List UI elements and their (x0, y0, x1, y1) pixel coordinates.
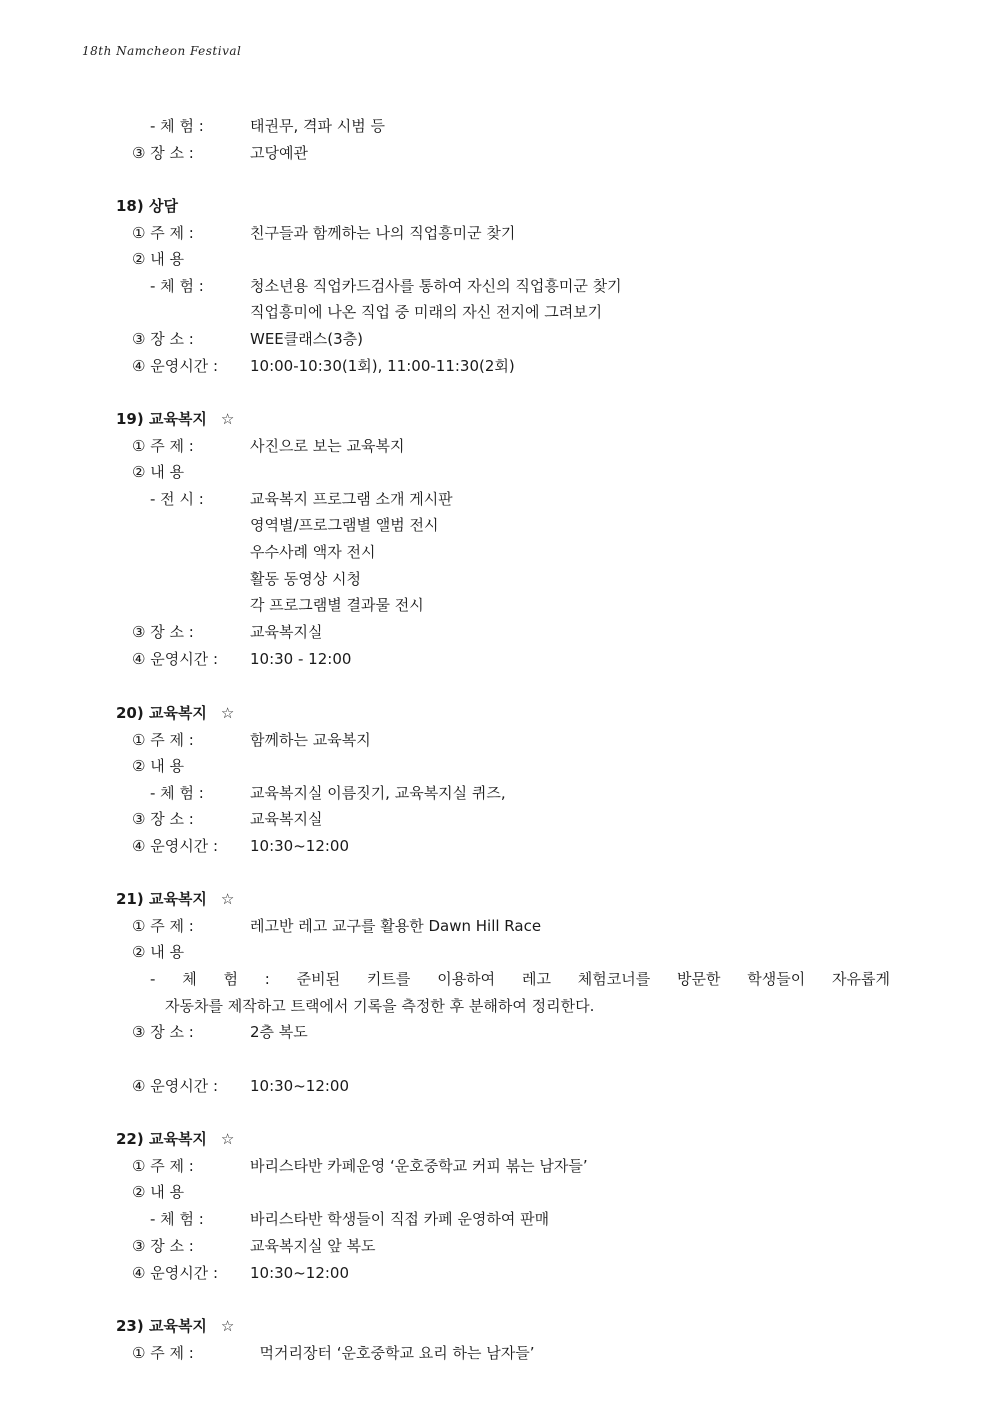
s22-line-3 (150, 1209, 549, 1229)
line-label: - 체 험 : (150, 277, 204, 295)
s18-line-6 (132, 356, 515, 376)
s22-line-1 (132, 1156, 588, 1176)
line-value: 고당예관 (250, 144, 308, 162)
s20-line-4 (132, 809, 322, 829)
line-label: ② 내 용 (132, 943, 184, 961)
line-label: ③ 장 소 : (132, 1023, 194, 1041)
line-label: - 체 험 : (150, 117, 204, 135)
line-label: ① 주 제 : (132, 224, 194, 242)
line-label: - 체 험 : (150, 784, 204, 802)
star-icon: ☆ (220, 410, 235, 428)
s21-experience-line-1: - 체 험 : 준비된 키트를 이용하여 레고 체험코너를 방문한 학생들이 자유롭게 (150, 970, 890, 988)
star-icon: ☆ (220, 1130, 235, 1148)
section-21-title (116, 889, 234, 909)
line-value: 10:30~12:00 (250, 1077, 350, 1095)
line-value: 10:00-10:30(1회), 11:00-11:30(2회) (250, 357, 515, 375)
top-line-1 (150, 116, 385, 136)
section-20-title (116, 703, 234, 723)
line-label: ② 내 용 (132, 757, 184, 775)
line-label: ③ 장 소 : (132, 810, 194, 828)
line-label: ② 내 용 (132, 463, 184, 481)
s22-line-4 (132, 1236, 375, 1256)
line-value: WEE클래스(3층) (250, 330, 363, 348)
s19-line-8 (132, 622, 322, 642)
s19-line-5 (250, 542, 375, 562)
s20-line-3 (150, 783, 506, 803)
star-icon: ☆ (220, 704, 235, 722)
line-label: - 전 시 : (150, 490, 204, 508)
section-title-text: 23) 교육복지 (116, 1317, 207, 1335)
line-value: 직업흥미에 나온 직업 중 미래의 자신 전지에 그려보기 (250, 303, 603, 321)
line-label: - 체 험 : (150, 1210, 204, 1228)
line-label: ③ 장 소 : (132, 1237, 194, 1255)
section-18-title: 18) 상담 (116, 197, 178, 215)
line-label: ③ 장 소 : (132, 144, 194, 162)
line-value: 교육복지실 앞 복도 (250, 1237, 376, 1255)
line-label: ④ 운영시간 : (132, 650, 218, 668)
line-label: ① 주 제 : (132, 437, 194, 455)
s21-content (132, 942, 250, 962)
line-label: ① 주 제 : (132, 917, 194, 935)
s20-line-1 (132, 730, 371, 750)
s23-line-1 (132, 1343, 534, 1363)
line-value: 먹거리장터 ‘운호중학교 요리 하는 남자들’ (250, 1344, 535, 1362)
line-value: 바리스타반 학생들이 직접 카페 운영하여 판매 (250, 1210, 550, 1228)
line-value: 활동 동영상 시청 (250, 570, 361, 588)
line-label: ③ 장 소 : (132, 623, 194, 641)
line-value: 교육복지실 이름짓기, 교육복지실 퀴즈, (250, 784, 506, 802)
line-label: ④ 운영시간 : (132, 1077, 218, 1095)
line-label: ① 주 제 : (132, 1157, 194, 1175)
section-title-text: 20) 교육복지 (116, 704, 207, 722)
s19-line-9 (132, 649, 351, 669)
s19-line-2 (132, 462, 250, 482)
line-label: ② 내 용 (132, 250, 184, 268)
s19-line-1 (132, 436, 404, 456)
line-label: ② 내 용 (132, 1183, 184, 1201)
line-value: 10:30 - 12:00 (250, 650, 352, 668)
document-header: 18th Namcheon Festival (82, 44, 242, 58)
line-value: 레고반 레고 교구를 활용한 Dawn Hill Race (250, 917, 542, 935)
section-23-title (116, 1316, 234, 1336)
line-value: 10:30~12:00 (250, 1264, 350, 1282)
s21-experience-line-2: 자동차를 제작하고 트랙에서 기록을 측정한 후 분해하여 정리한다. (165, 997, 595, 1015)
s19-line-7 (250, 595, 424, 615)
section-title-text: 19) 교육복지 (116, 410, 207, 428)
s19-line-3 (150, 489, 453, 509)
line-value: 10:30~12:00 (250, 837, 350, 855)
line-value: 교육복지실 (250, 810, 323, 828)
top-line-2 (132, 143, 308, 163)
line-label: ④ 운영시간 : (132, 357, 218, 375)
line-value: 영역별/프로그램별 앨범 전시 (250, 516, 439, 534)
line-label: ③ 장 소 : (132, 330, 194, 348)
line-value: 함께하는 교육복지 (250, 731, 371, 749)
section-title-text: 21) 교육복지 (116, 890, 207, 908)
s20-line-5 (132, 836, 349, 856)
s18-line-4 (250, 302, 602, 322)
s22-line-5 (132, 1263, 349, 1283)
section-22-title (116, 1129, 234, 1149)
s18-line-1 (132, 223, 515, 243)
star-icon: ☆ (220, 1317, 235, 1335)
s21-place (132, 1022, 308, 1042)
s21-subject (132, 916, 541, 936)
s18-line-3 (150, 276, 622, 296)
section-19-title (116, 409, 234, 429)
s18-line-2 (132, 249, 250, 269)
line-value: 바리스타반 카페운영 ‘운호중학교 커피 볶는 남자들’ (250, 1157, 588, 1175)
section-title-text: 22) 교육복지 (116, 1130, 207, 1148)
line-value: 청소년용 직업카드검사를 통하여 자신의 직업흥미군 찾기 (250, 277, 622, 295)
line-value: 우수사례 액자 전시 (250, 543, 376, 561)
line-value: 2층 복도 (250, 1023, 308, 1041)
line-value: 사진으로 보는 교육복지 (250, 437, 405, 455)
s20-line-2 (132, 756, 250, 776)
line-value: 교육복지실 (250, 623, 323, 641)
line-value: 친구들과 함께하는 나의 직업흥미군 찾기 (250, 224, 516, 242)
s22-line-2 (132, 1182, 250, 1202)
line-value: 교육복지 프로그램 소개 게시판 (250, 490, 453, 508)
line-label: ④ 운영시간 : (132, 1264, 218, 1282)
line-label: ① 주 제 : (132, 731, 194, 749)
line-label: ① 주 제 : (132, 1344, 194, 1362)
line-label: ④ 운영시간 : (132, 837, 218, 855)
s19-line-6 (250, 569, 361, 589)
line-value: 각 프로그램별 결과물 전시 (250, 596, 424, 614)
line-value: 태권무, 격파 시범 등 (250, 117, 385, 135)
s19-line-4 (250, 515, 438, 535)
s18-line-5 (132, 329, 363, 349)
star-icon: ☆ (220, 890, 235, 908)
s21-time (132, 1076, 349, 1096)
